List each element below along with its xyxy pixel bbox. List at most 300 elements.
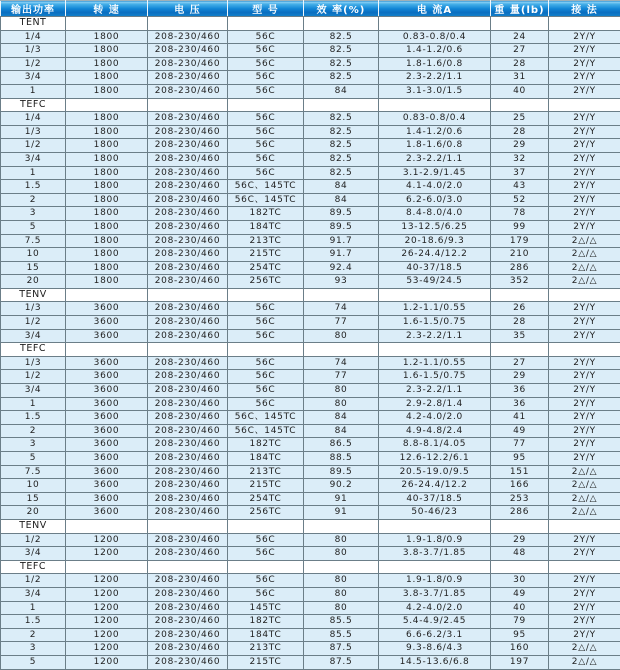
table-cell: 27 <box>491 356 549 370</box>
table-cell: 2△/△ <box>549 275 620 289</box>
table-cell: 30 <box>491 574 549 588</box>
empty-cell <box>491 17 549 31</box>
table-cell: 82.5 <box>304 139 379 153</box>
table-cell: 1 <box>1 84 66 98</box>
table-row <box>1 302 620 316</box>
empty-cell <box>491 98 549 112</box>
table-row <box>1 615 620 629</box>
table-row <box>1 193 620 207</box>
table-cell: 1800 <box>66 112 148 126</box>
table-cell: 352 <box>491 275 549 289</box>
table-cell: 1800 <box>66 125 148 139</box>
table-cell: 56C <box>228 547 304 561</box>
table-row <box>1 547 620 561</box>
table-cell: 1.9-1.8/0.9 <box>379 574 491 588</box>
table-cell: 208-230/460 <box>148 642 228 656</box>
empty-cell <box>304 560 379 574</box>
table-cell: 50-46/23 <box>379 506 491 520</box>
table-cell: 2Y/Y <box>549 628 620 642</box>
table-cell: 87.5 <box>304 655 379 669</box>
table-cell: 7.5 <box>1 234 66 248</box>
table-row <box>1 84 620 98</box>
table-cell: 56C <box>228 30 304 44</box>
table-row <box>1 152 620 166</box>
table-cell: 2△/△ <box>549 492 620 506</box>
table-cell: 215TC <box>228 479 304 493</box>
empty-cell <box>549 288 620 302</box>
table-cell: 26 <box>491 302 549 316</box>
table-cell: 208-230/460 <box>148 125 228 139</box>
table-row <box>1 465 620 479</box>
table-cell: 48 <box>491 547 549 561</box>
table-cell: 1800 <box>66 71 148 85</box>
table-cell: 3600 <box>66 370 148 384</box>
table-cell: 88.5 <box>304 452 379 466</box>
table-cell: 1.5 <box>1 180 66 194</box>
table-cell: 1/2 <box>1 139 66 153</box>
table-cell: 208-230/460 <box>148 506 228 520</box>
table-cell: 1200 <box>66 574 148 588</box>
table-cell: 208-230/460 <box>148 384 228 398</box>
empty-cell <box>491 560 549 574</box>
table-cell: 26-24.4/12.2 <box>379 248 491 262</box>
table-cell: 1800 <box>66 207 148 221</box>
table-cell: 1.9-1.8/0.9 <box>379 533 491 547</box>
table-cell: 3600 <box>66 492 148 506</box>
table-cell: 5 <box>1 220 66 234</box>
table-cell: 2Y/Y <box>549 424 620 438</box>
empty-cell <box>304 98 379 112</box>
table-cell: 2Y/Y <box>549 452 620 466</box>
table-row <box>1 275 620 289</box>
empty-cell <box>379 560 491 574</box>
empty-cell <box>549 560 620 574</box>
table-cell: 286 <box>491 506 549 520</box>
table-cell: 1800 <box>66 44 148 58</box>
table-cell: 3600 <box>66 438 148 452</box>
table-cell: 56C <box>228 329 304 343</box>
table-cell: 12.6-12.2/6.1 <box>379 452 491 466</box>
table-cell: 56C <box>228 533 304 547</box>
table-cell: 56C <box>228 574 304 588</box>
table-row <box>1 492 620 506</box>
table-cell: 208-230/460 <box>148 57 228 71</box>
table-cell: 82.5 <box>304 125 379 139</box>
table-cell: 2Y/Y <box>549 220 620 234</box>
table-cell: 40-37/18.5 <box>379 261 491 275</box>
table-cell: 208-230/460 <box>148 139 228 153</box>
table-cell: 80 <box>304 384 379 398</box>
table-cell: 2Y/Y <box>549 547 620 561</box>
table-cell: 3600 <box>66 452 148 466</box>
table-cell: 20.5-19.0/9.5 <box>379 465 491 479</box>
table-cell: 2.3-2.2/1.1 <box>379 329 491 343</box>
table-cell: 1/2 <box>1 57 66 71</box>
table-cell: 286 <box>491 261 549 275</box>
table-cell: 2Y/Y <box>549 601 620 615</box>
empty-cell <box>148 519 228 533</box>
table-cell: 254TC <box>228 261 304 275</box>
table-cell: 7.5 <box>1 465 66 479</box>
table-cell: 2.3-2.2/1.1 <box>379 71 491 85</box>
table-cell: 197 <box>491 655 549 669</box>
table-cell: 3600 <box>66 424 148 438</box>
table-cell: 56C <box>228 166 304 180</box>
table-cell: 4.2-4.0/2.0 <box>379 411 491 425</box>
table-cell: 1800 <box>66 30 148 44</box>
table-cell: 208-230/460 <box>148 193 228 207</box>
table-cell: 74 <box>304 302 379 316</box>
table-cell: 1200 <box>66 601 148 615</box>
table-row <box>1 601 620 615</box>
table-cell: 56C <box>228 316 304 330</box>
table-row <box>1 316 620 330</box>
empty-cell <box>148 560 228 574</box>
table-cell: 2Y/Y <box>549 30 620 44</box>
section-label-row <box>1 519 620 533</box>
table-cell: 56C <box>228 44 304 58</box>
table-cell: 2△/△ <box>549 479 620 493</box>
table-cell: 208-230/460 <box>148 275 228 289</box>
table-cell: 3600 <box>66 479 148 493</box>
table-cell: 2Y/Y <box>549 180 620 194</box>
table-cell: 13-12.5/6.25 <box>379 220 491 234</box>
table-cell: 208-230/460 <box>148 166 228 180</box>
table-cell: 1800 <box>66 139 148 153</box>
table-cell: 208-230/460 <box>148 152 228 166</box>
table-cell: 74 <box>304 356 379 370</box>
table-row <box>1 587 620 601</box>
table-cell: 3/4 <box>1 547 66 561</box>
table-cell: 184TC <box>228 628 304 642</box>
table-cell: 208-230/460 <box>148 411 228 425</box>
table-cell: 41 <box>491 411 549 425</box>
table-row <box>1 57 620 71</box>
table-cell: 208-230/460 <box>148 71 228 85</box>
empty-cell <box>148 98 228 112</box>
table-cell: 2Y/Y <box>549 397 620 411</box>
table-cell: 2Y/Y <box>549 139 620 153</box>
table-header <box>1 1 620 17</box>
table-cell: 2Y/Y <box>549 316 620 330</box>
table-cell: 89.5 <box>304 207 379 221</box>
table-cell: 208-230/460 <box>148 479 228 493</box>
table-cell: 91.7 <box>304 248 379 262</box>
table-cell: 3600 <box>66 384 148 398</box>
table-cell: 1800 <box>66 248 148 262</box>
table-row <box>1 397 620 411</box>
empty-cell <box>379 343 491 357</box>
table-row <box>1 207 620 221</box>
table-cell: 2Y/Y <box>549 152 620 166</box>
table-cell: 3 <box>1 642 66 656</box>
table-cell: 8.4-8.0/4.0 <box>379 207 491 221</box>
table-cell: 2 <box>1 628 66 642</box>
table-cell: 77 <box>491 438 549 452</box>
table-row <box>1 370 620 384</box>
table-cell: 208-230/460 <box>148 615 228 629</box>
empty-cell <box>228 98 304 112</box>
section-label-row <box>1 288 620 302</box>
table-cell: 2.3-2.2/1.1 <box>379 384 491 398</box>
table-cell: 3/4 <box>1 152 66 166</box>
empty-cell <box>549 98 620 112</box>
table-cell: 2Y/Y <box>549 438 620 452</box>
table-cell: 208-230/460 <box>148 220 228 234</box>
section-label-row <box>1 98 620 112</box>
table-cell: 2Y/Y <box>549 84 620 98</box>
table-cell: 6.6-6.2/3.1 <box>379 628 491 642</box>
table-cell: 256TC <box>228 275 304 289</box>
table-cell: 3600 <box>66 302 148 316</box>
table-cell: 208-230/460 <box>148 316 228 330</box>
table-cell: 1200 <box>66 628 148 642</box>
table-cell: 2Y/Y <box>549 574 620 588</box>
table-cell: 208-230/460 <box>148 261 228 275</box>
table-cell: 208-230/460 <box>148 329 228 343</box>
table-cell: 91.7 <box>304 234 379 248</box>
table-cell: 5 <box>1 655 66 669</box>
table-cell: 2△/△ <box>549 506 620 520</box>
table-cell: 56C <box>228 370 304 384</box>
table-row <box>1 574 620 588</box>
table-cell: 84 <box>304 424 379 438</box>
table-cell: 208-230/460 <box>148 465 228 479</box>
table-cell: 1800 <box>66 166 148 180</box>
table-cell: 1 <box>1 601 66 615</box>
table-cell: 43 <box>491 180 549 194</box>
table-cell: 1200 <box>66 642 148 656</box>
table-cell: 1/3 <box>1 302 66 316</box>
table-cell: 208-230/460 <box>148 533 228 547</box>
table-cell: 49 <box>491 587 549 601</box>
table-cell: 208-230/460 <box>148 587 228 601</box>
table-row <box>1 125 620 139</box>
empty-cell <box>228 519 304 533</box>
table-cell: 20 <box>1 275 66 289</box>
table-cell: 208-230/460 <box>148 655 228 669</box>
header-row <box>1 1 620 17</box>
table-cell: 3 <box>1 207 66 221</box>
table-cell: 1.8-1.6/0.8 <box>379 139 491 153</box>
table-cell: 1.4-1.2/0.6 <box>379 125 491 139</box>
table-cell: 56C、145TC <box>228 424 304 438</box>
table-cell: 28 <box>491 316 549 330</box>
table-cell: 215TC <box>228 655 304 669</box>
table-cell: 208-230/460 <box>148 248 228 262</box>
table-row <box>1 424 620 438</box>
table-row <box>1 44 620 58</box>
table-cell: 82.5 <box>304 112 379 126</box>
table-cell: 26-24.4/12.2 <box>379 479 491 493</box>
section-label: TEFC <box>1 343 66 357</box>
table-cell: 2△/△ <box>549 465 620 479</box>
table-row <box>1 71 620 85</box>
section-label-row <box>1 560 620 574</box>
table-cell: 208-230/460 <box>148 397 228 411</box>
empty-cell <box>379 519 491 533</box>
table-cell: 184TC <box>228 452 304 466</box>
table-cell: 56C、145TC <box>228 411 304 425</box>
table-cell: 20 <box>1 506 66 520</box>
table-cell: 1200 <box>66 533 148 547</box>
table-cell: 3.1-2.9/1.45 <box>379 166 491 180</box>
table-cell: 56C <box>228 587 304 601</box>
table-cell: 3600 <box>66 411 148 425</box>
table-cell: 1800 <box>66 152 148 166</box>
table-cell: 2Y/Y <box>549 302 620 316</box>
table-cell: 184TC <box>228 220 304 234</box>
table-cell: 208-230/460 <box>148 574 228 588</box>
empty-cell <box>491 343 549 357</box>
table-cell: 208-230/460 <box>148 424 228 438</box>
table-cell: 40 <box>491 84 549 98</box>
table-cell: 77 <box>304 316 379 330</box>
empty-cell <box>491 519 549 533</box>
table-cell: 179 <box>491 234 549 248</box>
table-cell: 2△/△ <box>549 655 620 669</box>
table-row <box>1 411 620 425</box>
table-cell: 3600 <box>66 465 148 479</box>
section-label: TEFC <box>1 98 66 112</box>
table-cell: 56C <box>228 356 304 370</box>
empty-cell <box>228 343 304 357</box>
table-row <box>1 166 620 180</box>
table-cell: 2Y/Y <box>549 587 620 601</box>
table-cell: 29 <box>491 533 549 547</box>
table-cell: 32 <box>491 152 549 166</box>
table-cell: 56C <box>228 384 304 398</box>
empty-cell <box>148 343 228 357</box>
table-cell: 0.83-0.8/0.4 <box>379 30 491 44</box>
table-cell: 24 <box>491 30 549 44</box>
table-cell: 27 <box>491 44 549 58</box>
column-header-connection: 接 法 <box>549 1 620 17</box>
table-cell: 1800 <box>66 234 148 248</box>
table-cell: 3.8-3.7/1.85 <box>379 587 491 601</box>
table-cell: 4.1-4.0/2.0 <box>379 180 491 194</box>
table-cell: 1/2 <box>1 574 66 588</box>
section-label-row <box>1 343 620 357</box>
empty-cell <box>304 519 379 533</box>
table-cell: 254TC <box>228 492 304 506</box>
table-cell: 90.2 <box>304 479 379 493</box>
table-cell: 56C <box>228 152 304 166</box>
table-cell: 28 <box>491 125 549 139</box>
table-cell: 20-18.6/9.3 <box>379 234 491 248</box>
table-cell: 36 <box>491 384 549 398</box>
column-header-output-power: 输出功率 <box>1 1 66 17</box>
table-cell: 2Y/Y <box>549 329 620 343</box>
empty-cell <box>549 343 620 357</box>
table-cell: 86.5 <box>304 438 379 452</box>
table-cell: 82.5 <box>304 152 379 166</box>
empty-cell <box>228 288 304 302</box>
table-cell: 3600 <box>66 329 148 343</box>
table-cell: 95 <box>491 452 549 466</box>
table-cell: 80 <box>304 574 379 588</box>
table-body <box>1 17 620 670</box>
section-label: TENV <box>1 288 66 302</box>
table-row <box>1 180 620 194</box>
table-cell: 1/2 <box>1 316 66 330</box>
table-cell: 91 <box>304 506 379 520</box>
table-cell: 29 <box>491 370 549 384</box>
table-cell: 15 <box>1 492 66 506</box>
table-cell: 89.5 <box>304 465 379 479</box>
table-cell: 1.8-1.6/0.8 <box>379 57 491 71</box>
table-cell: 1.6-1.5/0.75 <box>379 316 491 330</box>
table-cell: 208-230/460 <box>148 207 228 221</box>
table-cell: 2△/△ <box>549 234 620 248</box>
table-cell: 56C <box>228 57 304 71</box>
table-cell: 1200 <box>66 655 148 669</box>
table-cell: 56C <box>228 71 304 85</box>
table-cell: 151 <box>491 465 549 479</box>
table-cell: 35 <box>491 329 549 343</box>
table-cell: 1800 <box>66 261 148 275</box>
column-header-speed: 转 速 <box>66 1 148 17</box>
table-cell: 80 <box>304 547 379 561</box>
table-cell: 208-230/460 <box>148 44 228 58</box>
empty-cell <box>304 343 379 357</box>
table-row <box>1 234 620 248</box>
empty-cell <box>66 98 148 112</box>
table-cell: 2Y/Y <box>549 57 620 71</box>
table-cell: 1.6-1.5/0.75 <box>379 370 491 384</box>
table-cell: 2.9-2.8/1.4 <box>379 397 491 411</box>
table-cell: 14.5-13.6/6.8 <box>379 655 491 669</box>
table-cell: 80 <box>304 601 379 615</box>
table-cell: 2.3-2.2/1.1 <box>379 152 491 166</box>
empty-cell <box>228 560 304 574</box>
table-cell: 3600 <box>66 356 148 370</box>
empty-cell <box>304 288 379 302</box>
table-cell: 85.5 <box>304 628 379 642</box>
table-cell: 77 <box>304 370 379 384</box>
table-row <box>1 356 620 370</box>
table-cell: 2Y/Y <box>549 533 620 547</box>
column-header-voltage: 电 压 <box>148 1 228 17</box>
table-cell: 56C <box>228 84 304 98</box>
table-cell: 3/4 <box>1 384 66 398</box>
table-cell: 208-230/460 <box>148 547 228 561</box>
table-cell: 2Y/Y <box>549 125 620 139</box>
section-label: TENT <box>1 17 66 31</box>
table-cell: 2Y/Y <box>549 166 620 180</box>
table-cell: 3.8-3.7/1.85 <box>379 547 491 561</box>
table-cell: 1/2 <box>1 533 66 547</box>
table-cell: 56C、145TC <box>228 180 304 194</box>
table-row <box>1 642 620 656</box>
table-cell: 56C <box>228 302 304 316</box>
table-cell: 56C、145TC <box>228 193 304 207</box>
table-cell: 182TC <box>228 207 304 221</box>
table-row <box>1 248 620 262</box>
table-cell: 1 <box>1 166 66 180</box>
table-cell: 2Y/Y <box>549 356 620 370</box>
table-cell: 208-230/460 <box>148 234 228 248</box>
table-cell: 56C <box>228 125 304 139</box>
table-cell: 208-230/460 <box>148 180 228 194</box>
table-cell: 31 <box>491 71 549 85</box>
table-cell: 2Y/Y <box>549 411 620 425</box>
table-cell: 52 <box>491 193 549 207</box>
table-row <box>1 655 620 669</box>
table-cell: 49 <box>491 424 549 438</box>
table-cell: 1.5 <box>1 615 66 629</box>
table-cell: 3/4 <box>1 587 66 601</box>
